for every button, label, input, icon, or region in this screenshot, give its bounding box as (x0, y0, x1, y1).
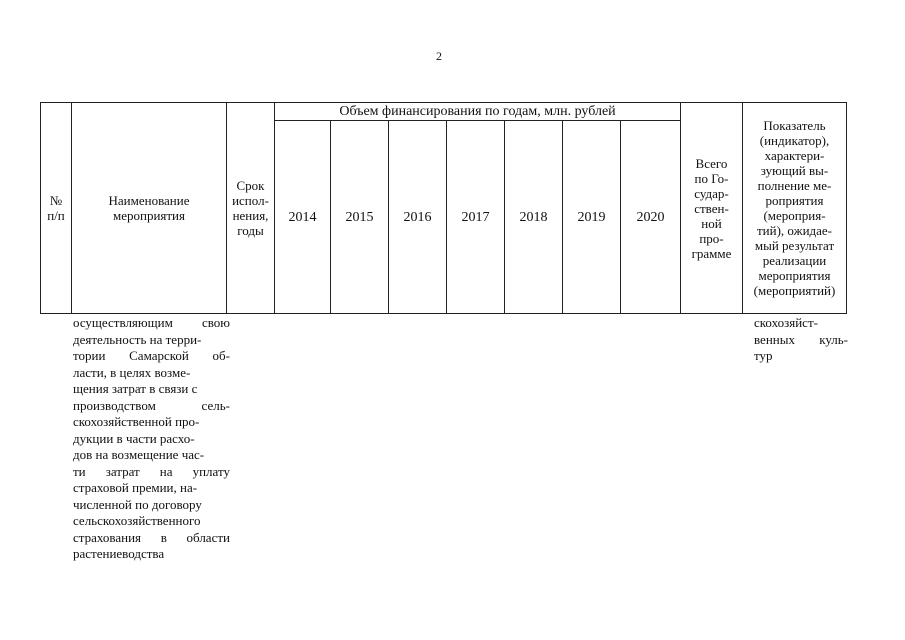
header-year-2019: 2019 (563, 121, 621, 314)
header-number: № п/п (41, 103, 72, 314)
header-funding: Объем финансирования по годам, млн. рублей (275, 103, 681, 121)
header-year-2018: 2018 (505, 121, 563, 314)
header-year-2017: 2017 (447, 121, 505, 314)
header-year-2014: 2014 (275, 121, 331, 314)
header-name: Наименование мероприятия (72, 103, 227, 314)
header-year-2016: 2016 (389, 121, 447, 314)
header-total: Всего по Го- судар- ствен- ной про- грамме (681, 103, 743, 314)
header-indicator: Показатель (индикатор), характери- зующий вы- полнение ме- роприятия (мероприя- тий), ожидае- мый результат реализации мероприятия (мероприятий) (743, 103, 847, 314)
continued-measure-name: осуществляющим свою деятельность на терри- тории Самарской об- ласти, в целях возме- щения затрат в связи с производством сель- скохозяйственной про- дукции в части расхо- дов на возмещение час- ти затрат на уплату страховой премии, на- численной по договору сельскохозяйственного страхования в области растениеводства (73, 315, 230, 561)
header-year-2020: 2020 (621, 121, 681, 314)
header-row (41, 103, 847, 121)
program-table (40, 102, 847, 314)
continued-indicator: скохозяйст- венных куль- тур (754, 315, 848, 363)
header-year-2015: 2015 (331, 121, 389, 314)
header-term: Срок испол- нения, годы (227, 103, 275, 314)
page-number: 2 (436, 49, 442, 63)
